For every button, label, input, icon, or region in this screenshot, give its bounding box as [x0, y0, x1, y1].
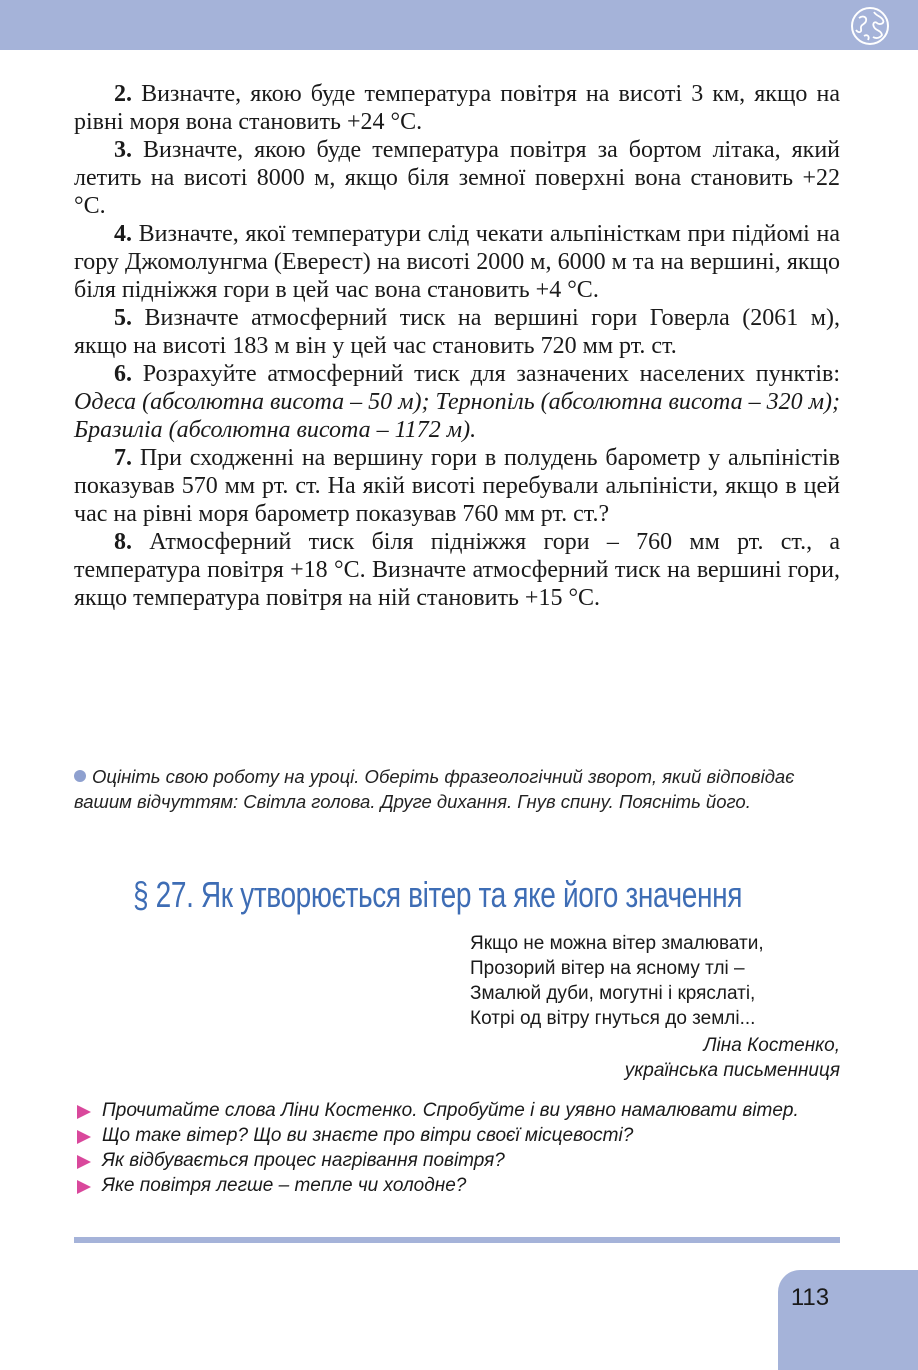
triangle-bullet-icon	[77, 1180, 91, 1194]
task-number: 6.	[114, 361, 132, 387]
question-list	[74, 1098, 844, 1198]
task-list	[74, 80, 840, 612]
task-number: 4.	[114, 221, 132, 247]
section-divider	[74, 1237, 840, 1243]
epigraph-attribution	[440, 1033, 840, 1083]
task-text: Визначте, якою буде температура повітря за бортом літака, який летить на висоті 8000 м, якщо біля земної поверхні вона становить +22 °С.	[74, 137, 841, 219]
task-number: 8.	[114, 529, 132, 555]
task-text: Розрахуйте атмосферний тиск для зазначених населених пунктів:	[142, 361, 840, 387]
globe-icon	[850, 6, 890, 46]
page-number: 113	[790, 1284, 830, 1311]
question-item	[74, 1123, 844, 1148]
task-item	[74, 136, 840, 220]
task-number: 7.	[114, 445, 132, 471]
triangle-bullet-icon	[77, 1155, 91, 1169]
question-text: Яке повітря легше – тепле чи холодне?	[102, 1175, 467, 1196]
task-text: Атмосферний тиск біля підніжжя гори – 760 мм рт. ст., а температура повітря +18 °С. Визначте атмосферний тиск на вершині гори, якщо температура повітря на ній становить +15 °С.	[74, 529, 841, 611]
bullet-dot-icon	[74, 770, 86, 782]
triangle-bullet-icon	[77, 1105, 91, 1119]
question-text: Як відбувається процес нагрівання повітря?	[102, 1150, 505, 1171]
task-number: 3.	[114, 137, 132, 163]
task-text: Визначте атмосферний тиск на вершині гори Говерла (2061 м), якщо на висоті 183 м він у цей час становить 720 мм рт. ст.	[74, 305, 840, 359]
reflection-text: Оцініть свою роботу на уроці. Оберіть фразеологічний зворот, який відповідає вашим відчуттям: Світла голова. Друге дихання. Гнув спину. Поясніть його.	[74, 766, 795, 812]
task-item	[74, 304, 840, 360]
question-item	[74, 1148, 844, 1173]
question-text: Прочитайте слова Ліни Костенко. Спробуйте і ви уявно намалювати вітер.	[102, 1100, 799, 1121]
poem-line: Прозорий вітер на ясному тлі –	[470, 958, 745, 979]
epigraph-poem	[470, 931, 850, 1031]
poem-line: Змалюй дуби, могутні і кряслаті,	[470, 983, 756, 1004]
task-item	[74, 528, 840, 612]
question-item	[74, 1173, 844, 1198]
task-item	[74, 444, 840, 528]
header-band	[0, 0, 918, 50]
question-item	[74, 1098, 844, 1123]
task-number: 2.	[114, 81, 132, 107]
task-text: Визначте, якої температури слід чекати альпіністкам при підйомі на гору Джомолунгма (Еверест) на висоті 2000 м, 6000 м та на вершині, якщо біля підніжжя гори в цей час вона становить +4 °С.	[74, 221, 840, 303]
task-text: Визначте, якою буде температура повітря на висоті 3 км, якщо на рівні моря вона становить +24 °С.	[74, 81, 840, 135]
reflection-note	[74, 764, 842, 814]
poem-line: Якщо не можна вітер змалювати,	[470, 933, 764, 954]
author-role: українська письменниця	[624, 1060, 840, 1081]
triangle-bullet-icon	[77, 1130, 91, 1144]
task-number: 5.	[114, 305, 132, 331]
author-name: Ліна Костенко,	[703, 1035, 840, 1056]
question-text: Що таке вітер? Що ви знаєте про вітри своєї місцевості?	[102, 1125, 634, 1146]
section-title: § 27. Як утворюється вітер та яке його значення	[133, 874, 743, 915]
task-item	[74, 80, 840, 136]
poem-line: Котрі од вітру гнуться до землі...	[470, 1008, 756, 1029]
task-item	[74, 360, 840, 444]
task-text: При сходженні на вершину гори в полудень барометр у альпіністів показував 570 мм рт. ст. На якій висоті перебували альпіністи, якщо в цей час на рівні моря барометр показував 760 мм рт. ст.?	[74, 445, 840, 527]
task-item	[74, 220, 840, 304]
task-settlements: Одеса (абсолютна висота – 50 м); Тернопіль (абсолютна висота – 320 м); Бразиліа (абсолютна висота – 1172 м).	[74, 389, 840, 443]
